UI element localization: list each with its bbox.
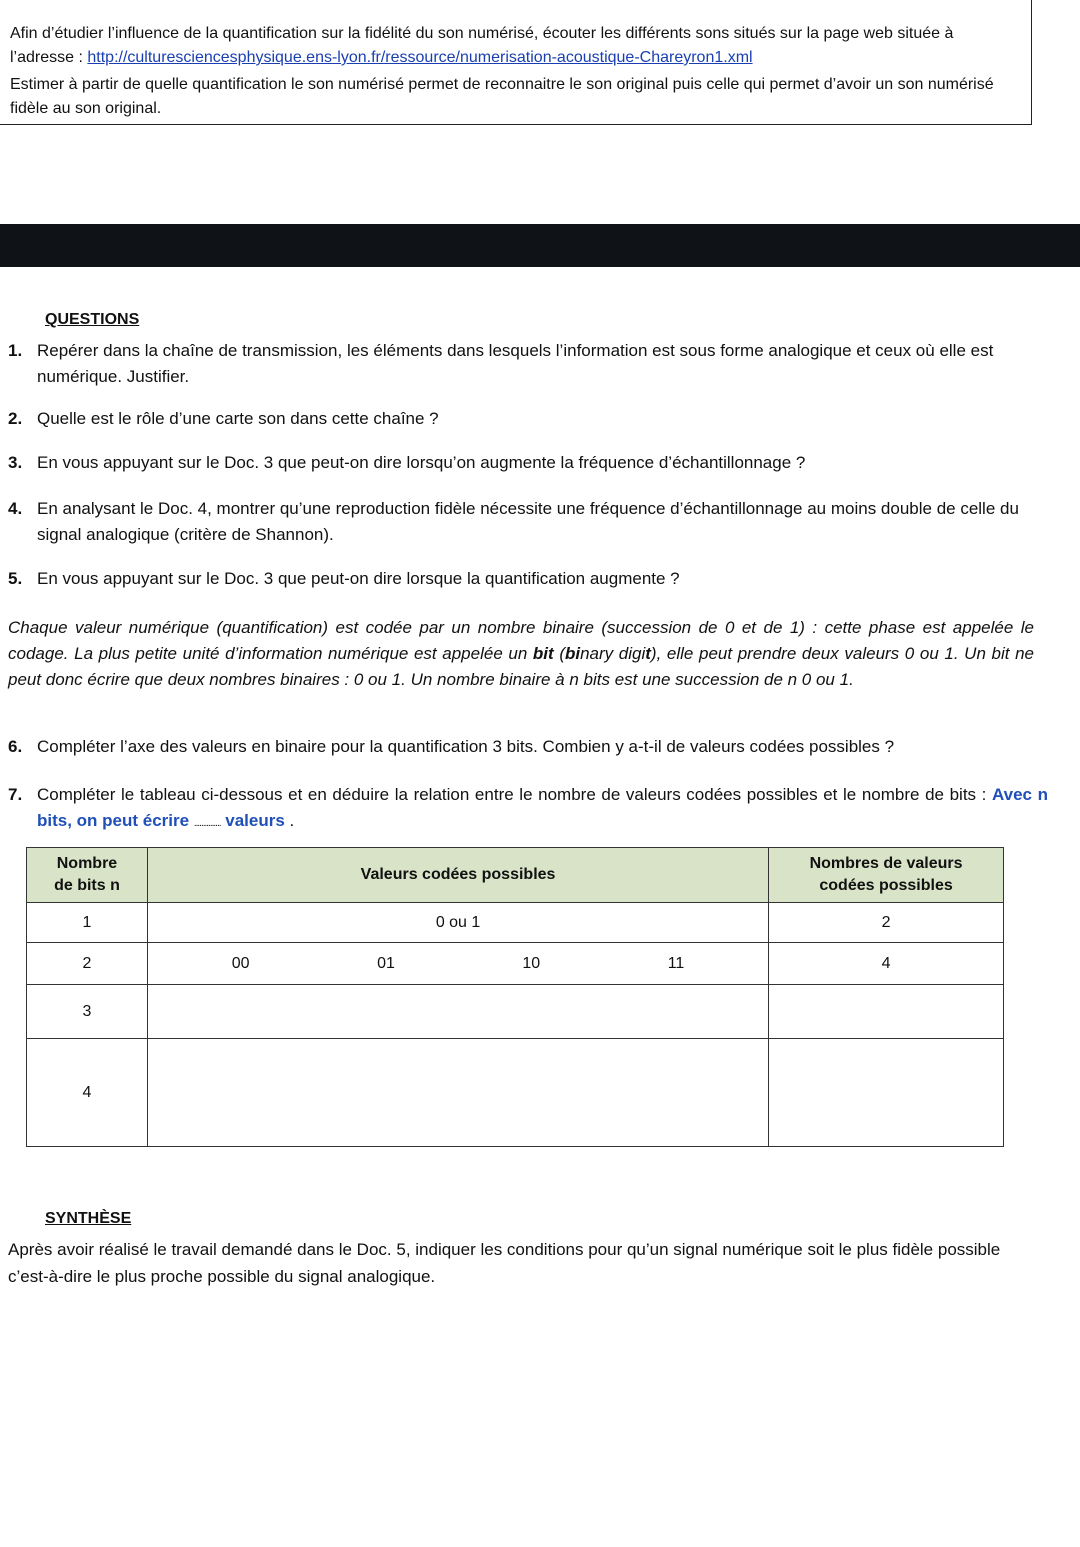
coding-paragraph: Chaque valeur numérique (quantification) est codée par un nombre binaire (succession de 0 et de 1) : cette phase est appelée le codage. La plus petite unité d’information numérique est appelée un bit (binary digit), elle peut prendre deux valeurs 0 ou 1. Un bit ne peut donc écrire que deux nombres binaires : 0 ou 1. Un nombre binaire à n bits est une succession de n 0 ou 1. [8, 618, 1034, 689]
question-text: Quelle est le rôle d’une carte son dans cette chaîne ? [37, 409, 439, 428]
question-number: 6. [8, 737, 23, 756]
synthese-text: Après avoir réalisé le travail demandé dans le Doc. 5, indiquer les conditions pour qu’un signal numérique soit le plus fidèle possible c’est-à-dire le plus proche possible du signal analogique. [8, 1240, 1001, 1286]
question-number: 5. [8, 569, 23, 588]
blank-dots: ............... [193, 818, 221, 829]
header-values: Valeurs codées possibles [147, 848, 768, 903]
intro-paragraph-2: Estimer à partir de quelle quantification le son numérisé permet de reconnaitre le son original puis celle qui permet d’avoir un son numérisé fidèle au son original. [10, 76, 994, 117]
cell-values [147, 943, 768, 985]
question-1 [8, 338, 1048, 390]
cell-values-empty[interactable] [147, 1039, 768, 1147]
cell-count: 2 [769, 903, 1004, 943]
question-3 [8, 450, 1048, 476]
synthese-heading: SYNTHÈSE [45, 1210, 132, 1227]
questions-list [8, 338, 1048, 592]
cell-n: 2 [27, 943, 148, 985]
binary-value: 10 [522, 954, 541, 972]
header-count: Nombres de valeurs codées possibles [769, 848, 1004, 903]
cell-count-empty[interactable] [769, 985, 1004, 1039]
resource-link[interactable]: http://culturesciencesphysique.ens-lyon.fr/ressource/numerisation-acoustique-Chareyron1.xml [87, 49, 753, 66]
binary-value: 11 [667, 954, 685, 972]
cell-values: 0 ou 1 [147, 903, 768, 943]
question-text: En analysant le Doc. 4, montrer qu’une reproduction fidèle nécessite une fréquence d’échantillonnage au moins double de celle du signal analogique (critère de Shannon). [37, 499, 1019, 544]
question-number: 2. [8, 409, 23, 428]
intro-text: Afin d’étudier l’influence de la quantification sur la fidélité du son numérisé, écouter les différents sons situés sur la page web située à l’adresse : [10, 25, 954, 66]
question-2 [8, 406, 1048, 432]
question-number: 3. [8, 453, 23, 472]
question-number: 1. [8, 341, 23, 360]
question-text: Compléter l’axe des valeurs en binaire pour la quantification 3 bits. Combien y a-t-il de valeurs codées possibles ? [37, 737, 895, 756]
relation-text: Avec n bits, on peut écrire [37, 785, 1049, 830]
black-band [0, 224, 1080, 267]
question-4 [8, 496, 1048, 548]
cell-values-empty[interactable] [147, 985, 768, 1039]
cell-n: 4 [27, 1039, 148, 1147]
cell-n: 1 [27, 903, 148, 943]
table-row [27, 943, 1004, 985]
table-header-row [27, 848, 1004, 903]
cell-count: 4 [769, 943, 1004, 985]
cell-count-empty[interactable] [769, 1039, 1004, 1147]
question-text: En vous appuyant sur le Doc. 3 que peut-on dire lorsque la quantification augmente ? [37, 569, 680, 588]
table-row [27, 1039, 1004, 1147]
questions-list-2 [8, 734, 1048, 837]
binary-value: 01 [377, 954, 395, 972]
table-row [27, 985, 1004, 1039]
relation-unit: valeurs [225, 811, 285, 830]
bit-term: bit [532, 644, 554, 663]
question-5 [8, 566, 1048, 592]
question-text: En vous appuyant sur le Doc. 3 que peut-on dire lorsqu’on augmente la fréquence d’échantillonnage ? [37, 453, 806, 472]
question-text: Compléter le tableau ci-dessous et en déduire la relation entre le nombre de valeurs codées possibles et le nombre de bits : Avec n bits, on peut écrire ............... valeurs . [37, 785, 1049, 830]
question-6 [8, 734, 1048, 760]
questions-heading: QUESTIONS [45, 311, 140, 328]
intro-paragraph-1 [10, 22, 1021, 70]
question-7 [8, 782, 1048, 837]
intro-box [0, 0, 1032, 125]
binary-value: 00 [231, 954, 250, 972]
question-number: 4. [8, 499, 23, 518]
question-text: Repérer dans la chaîne de transmission, les éléments dans lesquels l’information est sous forme analogique et ceux où elle est numérique. Justifier. [37, 341, 994, 386]
header-bits: Nombre de bits n [27, 848, 148, 903]
table-row [27, 903, 1004, 943]
cell-n: 3 [27, 985, 148, 1039]
bits-table [26, 847, 1004, 1147]
question-number: 7. [8, 785, 23, 804]
